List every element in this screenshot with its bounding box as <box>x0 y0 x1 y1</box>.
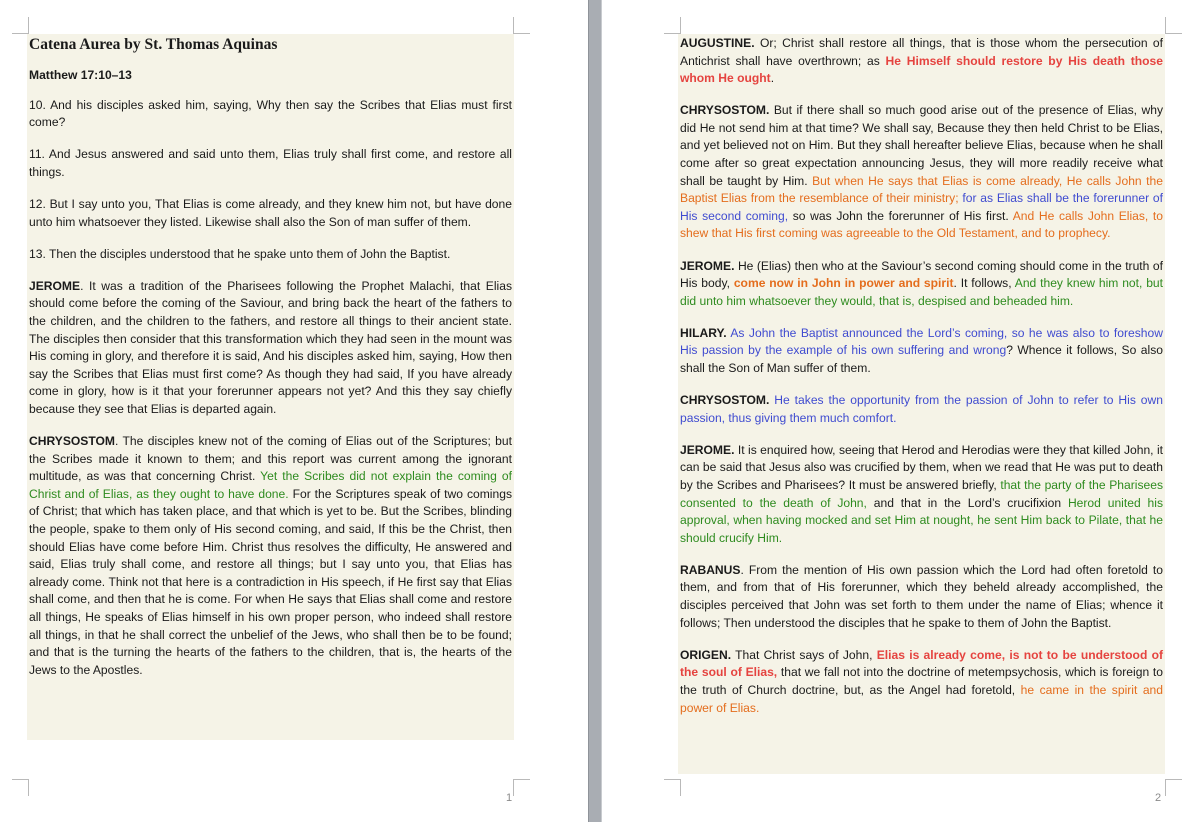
author-name: ORIGEN. <box>680 647 732 662</box>
highlight-red: He Himself should restore by His death those whom He ought <box>680 53 1163 86</box>
author-name: JEROME. <box>680 258 735 273</box>
commentary-text: and that in the Lord’s crucifixion <box>866 495 1068 510</box>
highlight-orange: And He calls John Elias, to shew that His first coming was agreeable to the Old Testament, and to prophecy. <box>680 208 1164 241</box>
commentary-chrysostom <box>29 433 512 679</box>
commentary-text: It is enquired how, seeing that Herod and Herodias were they that killed John, it can be said that Jesus also was crucified by them, when we read that He was put to death by the Scribes and Pharisees? It must be answered briefly, <box>680 442 1163 492</box>
commentary-chrysostom <box>680 392 1163 427</box>
margin-corner-top-left <box>664 17 681 34</box>
highlight-blue: for as Elias shall be the forerunner of His second coming, <box>680 191 1164 223</box>
margin-corner-bottom-right <box>1165 779 1182 796</box>
page-1 <box>0 0 588 822</box>
author-name: CHRYSOSTOM. <box>680 393 770 408</box>
commentary-text: . <box>770 71 775 86</box>
document-title: Catena Aurea by St. Thomas Aquinas <box>29 36 278 53</box>
page-1-text[interactable] <box>27 34 514 740</box>
scripture-reference: Matthew 17:10–13 <box>29 68 132 82</box>
margin-corner-top-right <box>513 17 530 34</box>
commentary-text: . It was a tradition of the Pharisees following the Prophet Malachi, that Elias should come before the coming of the Saviour, and bring back the heart of the fathers to the children, and the children to the fathers, and restore all things to their ancient state. The disciples then consider that this transformation which they had seen in the mount was His coming in glory, and therefore it is said, And his disciples asked him, saying, How then say the Scribes that Elias must first come? As though they had said, If you have already come in glory, how is it that your forerunner appears not yet? And this they say chiefly because they see that Elias is departed again. <box>29 278 512 416</box>
highlight-blue: He takes the opportunity from the passion of John to refer to His own passion, thus giving them much comfort. <box>680 393 1163 425</box>
author-name: RABANUS <box>680 562 741 577</box>
commentary-text: Or; Christ shall restore all things, that is those whom the persecution of Antichrist shall have overthrown; as <box>680 36 1163 68</box>
margin-corner-bottom-right <box>513 779 530 796</box>
page-2-text[interactable] <box>678 34 1165 774</box>
commentary-augustine <box>680 35 1163 88</box>
margin-corner-bottom-left <box>12 779 29 796</box>
highlight-red: Elias is already come, is not to be understood of the soul of Elias, <box>680 647 1163 680</box>
author-name: JEROME. <box>680 442 735 457</box>
commentary-text: But if there shall so much good arise out of the presence of Elias, why did He not send him at that time? We shall say, Because they then held Christ to be Elias, and yet believed not on Him. But they shall hereafter believe Elias, because when he shall come after so great expectation announcing Jesus, they will more readily receive what shall be taught by Him. <box>680 103 1163 188</box>
page-number: 2 <box>1155 792 1162 804</box>
highlight-orange: But when He says that Elias is come already, He calls John the Baptist Elias from the resemblance of their ministry; <box>680 173 1163 206</box>
highlight-blue: As John the Baptist announced the Lord’s coming, so he was also to foreshow His passion by the example of his own suffering and wrong <box>680 325 1163 358</box>
margin-corner-top-right <box>1165 17 1182 34</box>
author-name: JEROME <box>29 278 81 293</box>
commentary-origen <box>680 647 1163 717</box>
commentary-hilary <box>680 325 1163 378</box>
commentary-rabanus <box>680 562 1163 632</box>
author-name: CHRYSOSTOM <box>29 434 116 448</box>
commentary-text: For the Scriptures speak of two comings of Christ; that which has taken place, and that which is yet to be. But the Scribes, blinding the people, spake to them only of His second coming, and said, If this be the Christ, then should Elias have come before Him. Christ thus resolves the difficulty, He answered and said, Elias truly shall come, and restore all things; but I say unto you, that Elias has already come. Think not that here is a contradiction in His speech, if He first say that Elias shall come, and then that he is come. For when He says that Elias shall come and restore all things, He speaks of Elias himself in his own proper person, who indeed shall restore all things, in that he shall correct the unbelief of the Jews, who shall then be to be found; and that is the turning the hearts of the fathers to the children, that is, the hearts of the Jews to the Apostles. <box>29 486 512 677</box>
commentary-text: That Christ says of John, <box>731 647 877 662</box>
highlight-green: And they knew him not, but did unto him whatsoever they would, that is, despised and beheaded him. <box>680 276 1164 308</box>
verse-10: 10. And his disciples asked him, saying, Why then say the Scribes that Elias must first come? <box>29 97 512 130</box>
commentary-text: ? Whence it follows, So also shall the Son of Man suffer of them. <box>680 343 1163 375</box>
margin-corner-top-left <box>12 17 29 34</box>
commentary-chrysostom <box>680 102 1163 243</box>
highlight-orange: he came in the spirit and power of Elias. <box>680 682 1163 715</box>
highlight-orange-bold: come now in John in power and spirit <box>733 276 954 291</box>
commentary-text: . It follows, <box>953 276 1015 291</box>
highlight-green: Yet the Scribes did not explain the coming of Christ and of Elias, as they ought to have done. <box>29 469 512 501</box>
verse-13: 13. Then the disciples understood that he spake unto them of John the Baptist. <box>29 246 451 261</box>
page-number: 1 <box>506 792 513 804</box>
commentary-text: . The disciples knew not of the coming of Elias out of the Scriptures; but the Scribes made it known to them; and this report was current among the ignorant multitude, as was that concerning Christ. <box>29 434 512 484</box>
commentary-jerome <box>680 442 1163 548</box>
verse-11: 11. And Jesus answered and said unto them, Elias truly shall first come, and restore all things. <box>29 147 512 179</box>
verse-12: 12. But I say unto you, That Elias is come already, and they knew him not, but have done unto him whatsoever they listed. Likewise shall also the Son of man suffer of them. <box>29 196 512 229</box>
margin-corner-bottom-left <box>664 779 681 796</box>
commentary-text: that we fall not into the doctrine of metempsychosis, which is foreign to the truth of Church doctrine, but, as the Angel had foretold, <box>680 665 1163 697</box>
highlight-green: that the party of the Pharisees consented to the death of John, <box>680 477 1163 510</box>
commentary-jerome <box>29 278 512 419</box>
page-divider <box>588 0 602 822</box>
author-name: CHRYSOSTOM. <box>680 103 770 118</box>
commentary-text: He (Elias) then who at the Saviour’s second coming should come in the truth of His body, <box>680 258 1163 291</box>
author-name: HILARY. <box>680 325 727 340</box>
commentary-text: . From the mention of His own passion which the Lord had often foretold to them, and from that of His forerunner, which they beheld already accomplished, the disciples perceived that John was set forth to them under the name of Elias; whence it follows; Then understood the disciples that he spake to them of John the Baptist. <box>680 562 1163 630</box>
commentary-text: so was John the forerunner of His first. <box>788 208 1013 223</box>
commentary-jerome <box>680 258 1163 311</box>
author-name: AUGUSTINE. <box>680 36 755 50</box>
highlight-green: Herod united his approval, when having mocked and set Him at nought, he sent Him back to Pilate, that he should crucify Him. <box>680 495 1163 545</box>
